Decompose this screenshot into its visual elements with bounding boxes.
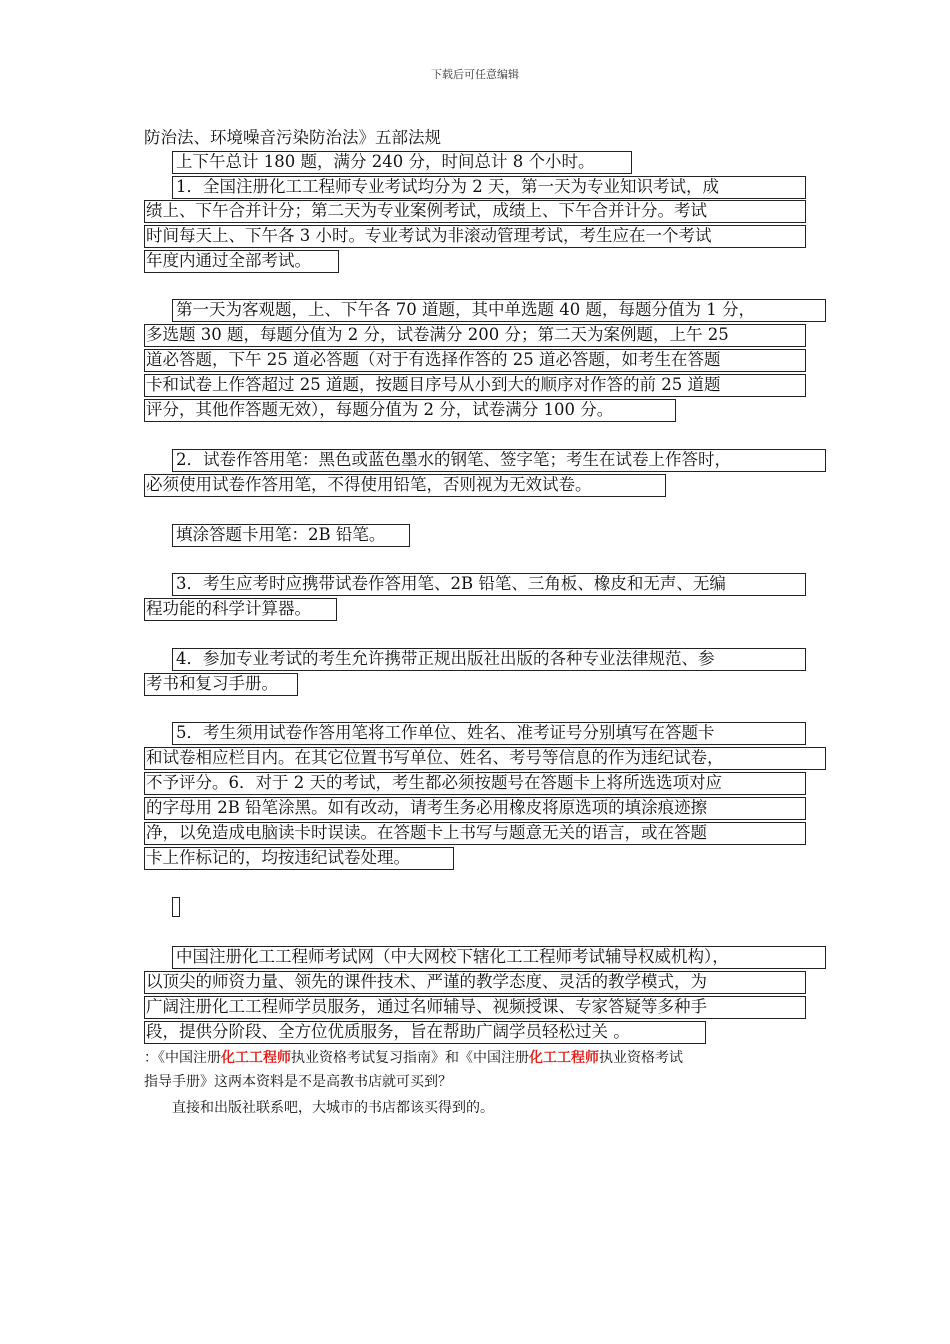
boxed-line: 时间每天上、下午各 3 小时。专业考试为非滚动管理考试，考生应在一个考试 [146,226,712,245]
boxed-line: 1．全国注册化工工程师专业考试均分为 2 天，第一天为专业知识考试，成 [176,177,719,196]
boxed-line: 绩上、下午合并计分；第二天为专业案例考试，成绩上、下午合并计分。考试 [146,201,707,220]
boxed-line: 段，提供分阶段、全方位优质服务，旨在帮助广阔学员轻松过关 。 [146,1022,630,1041]
boxed-line: 道必答题，下午 25 道必答题（对于有选择作答的 25 道必答题，如考生在答题 [146,350,721,369]
boxed-line: 年度内通过全部考试。 [146,251,311,270]
boxed-line: 以顶尖的师资力量、领先的课件技术、严谨的教学态度、灵活的教学模式，为 [146,972,707,991]
boxed-line: 3．考生应考时应携带试卷作答用笔、2B 铅笔、三角板、橡皮和无声、无编 [176,574,726,593]
boxed-line: 多选题 30 题，每题分值为 2 分，试卷满分 200 分；第二天为案例题，上午 25 [146,325,729,344]
boxed-line: 考书和复习手册。 [146,674,278,693]
intro-line: 防治法、环境噪音污染防治法》五部法规 [144,128,441,147]
boxed-line: 卡和试卷上作答超过 25 道题，按题目序号从小到大的顺序对作答的前 25 道题 [146,375,721,394]
question-line-2: 指导手册》这两本资料是不是高教书店就可买到？ [144,1074,452,1090]
boxed-line: 卡上作标记的，均按违纪试卷处理。 [146,848,410,867]
boxed-line: 和试卷相应栏目内。在其它位置书写单位、姓名、考号等信息的作为违纪试卷， [146,748,724,767]
answer-line: 直接和出版社联系吧，大城市的书店都该买得到的。 [172,1100,494,1116]
boxed-line: 广阔注册化工工程师学员服务，通过名师辅导、视频授课、专家答疑等多种手 [146,997,707,1016]
boxed-line: 的字母用 2B 铅笔涂黑。如有改动，请考生务必用橡皮将原选项的填涂痕迹擦 [146,798,708,817]
boxed-line: 填涂答题卡用笔：2B 铅笔。 [176,525,386,544]
boxed-line: 5．考生须用试卷作答用笔将工作单位、姓名、准考证号分别填写在答题卡 [176,723,715,742]
boxed-line: 评分，其他作答题无效），每题分值为 2 分，试卷满分 100 分。 [146,400,614,419]
boxed-line: 程功能的科学计算器。 [146,599,311,618]
boxed-line: 上下午总计 180 题，满分 240 分，时间总计 8 个小时。 [176,152,595,171]
boxed-line: 净，以免造成电脑读卡时误读。在答题卡上书写与题意无关的语言，或在答题 [146,823,707,842]
question-line-1: ：《中国注册化工工程师执业资格考试复习指南》和《中国注册化工工程师执业资格考试 [144,1050,683,1066]
placeholder-glyph-icon [172,897,180,917]
boxed-line: 第一天为客观题，上、下午各 70 道题，其中单选题 40 题，每题分值为 1 分， [176,300,755,319]
page-header: 下载后可任意编辑 [431,68,519,81]
boxed-line: 必须使用试卷作答用笔，不得使用铅笔，否则视为无效试卷。 [146,475,592,494]
boxed-line: 不予评分。6．对于 2 天的考试，考生都必须按题号在答题卡上将所选选项对应 [146,773,722,792]
boxed-line: 中国注册化工工程师考试网（中大网校下辖化工工程师考试辅导权威机构）， [176,947,729,966]
boxed-line: 2．试卷作答用笔：黑色或蓝色墨水的钢笔、签字笔；考生在试卷上作答时， [176,450,731,469]
boxed-line: 4．参加专业考试的考生允许携带正规出版社出版的各种专业法律规范、参 [176,649,715,668]
